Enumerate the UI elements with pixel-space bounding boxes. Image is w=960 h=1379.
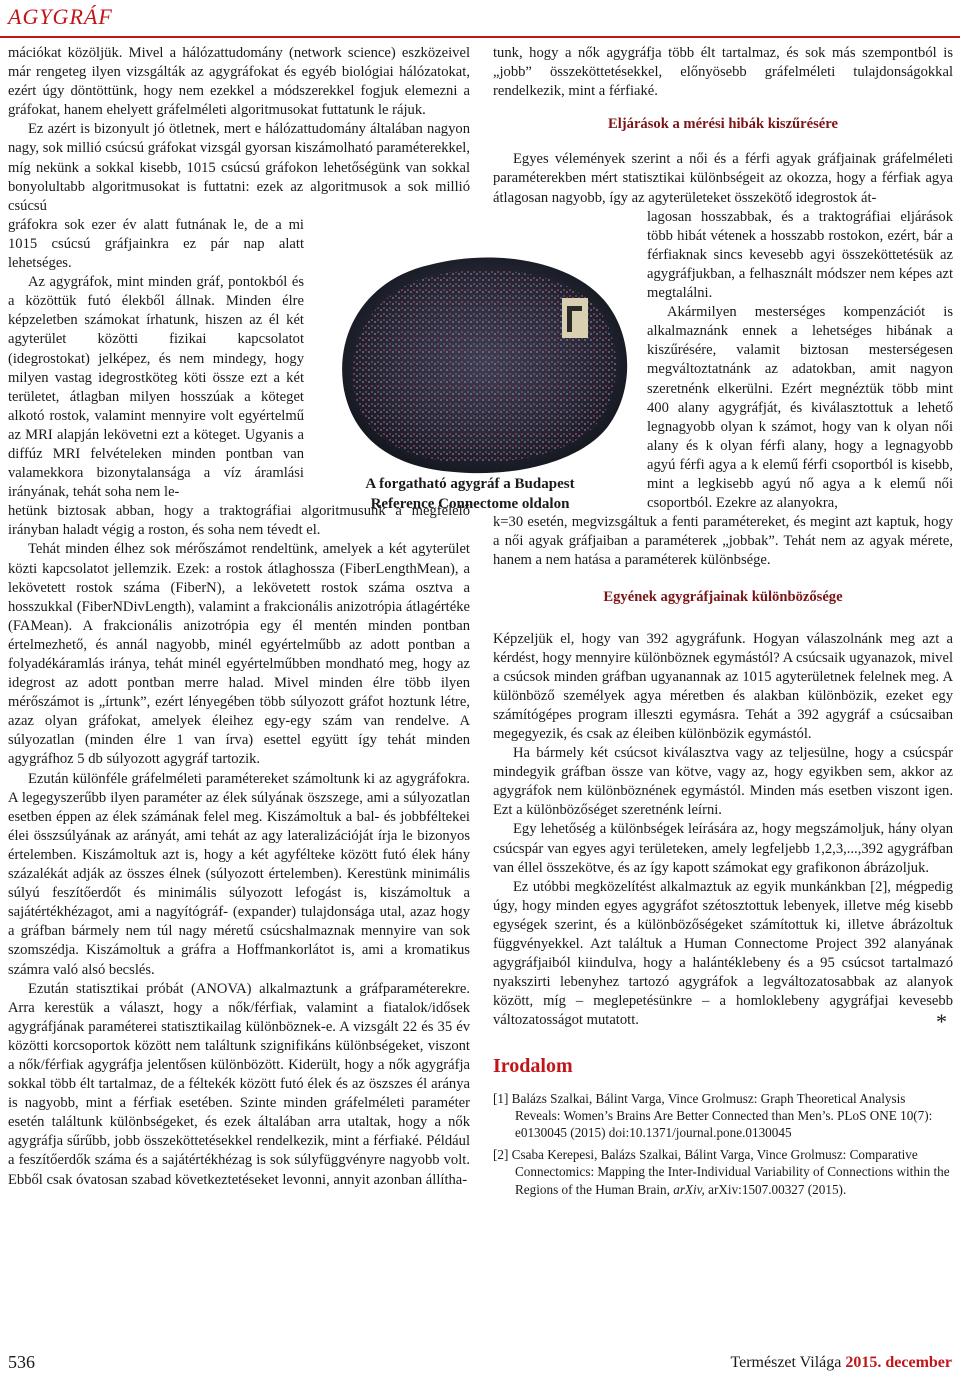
paragraph: Az agygráfok, mint minden gráf, pontokból és a közöttük futó élekből állnak. Minden élre képzeletben számokat írhatunk, hiszen az él két agyterület közötti fizikai kapcsolatot (idegrostokat) jelképez, és nem mindegy, hogy milyen vastag idegrostköteg köti össze ezt a két területet, átlagban milyen hosszúak a köteget alkotó rostok, valamint mennyire volt egyértelmű az MRI alapján lekövetni ezt a köteget. Ugyanis a diffúz MRI felvételeken minden pontban van valamekkora bizonytalansága a víz áramlási irányának, tehát soha nem le- — [8, 274, 304, 501]
header-rule — [0, 36, 960, 38]
journal-issue: 2015. december — [845, 1354, 952, 1371]
paragraph: Ha bármely két csúcsot kiválasztva vagy az teljesülne, hogy a csúcspár mindegyik gráfban össze van kötve, vagy az, hogy egyikben sem, akkor az agygráfok nem különböznének egymástól. Minden más esetben viszont igen. Ezt a különbözőséget szeretnénk leírni. — [493, 745, 953, 819]
caption-line: A forgatható agygráf a Budapest — [365, 476, 575, 492]
journal-name — [730, 1354, 952, 1372]
paragraph: Akármilyen mesterséges kompenzációt is alkalmaznánk ennek a lehetséges hibának a kiszűrésére, valamit biztosan mesterségesen megváltoztatnánk az adatokban, amit nagyon szeretnénk elkerülni. Ezért megnéztük több mint 400 alany agygráfját, és kiválasztottuk a lehető legnagyobb olyan k számot, hogy van k olyan női alany és k olyan férfi alany, hogy a legnagyobb agyú férfi agya a k elemű férfi csoportból is kisebb, mint a legkisebb agyú nő agya a k elemű női csoportból. Ezekre az alanyokra, — [647, 304, 953, 512]
paragraph: mációkat közöljük. Mivel a hálózattudomány (network science) eszközeivel már rengeteg ilyen vizsgálták az agygráfokat és egyéb biológiai hálózatokat, ezért úgy döntöttünk, hogy nem ezekkel a módszerekkel fogjuk elemezni a gráfokat, hanem ehelyett gráfelméleti algoritmusokat futtatunk le rájuk. — [8, 45, 470, 119]
subheading: Egyének agygráfjainak különbözősége — [603, 589, 843, 606]
paragraph: lagosan hosszabbak, és a traktográfiai eljárások több hibát vétenek a hosszabb rostokon, ezért, bár a férfiaknak sincs kevesebb agyi összeköttetésük az agygráfjukban, a felhasznált módszer nem képes azt megtalálni. — [647, 208, 953, 302]
paragraph — [493, 878, 953, 1035]
reference-item — [493, 1146, 953, 1198]
caption-line: Reference Connectome oldalon — [370, 496, 570, 512]
left-column — [8, 44, 470, 1190]
reference-text: [2] Csaba Kerepesi, Balázs Szalkai, Bálint Varga, Vince Grolmusz: Comparative Connectomics: Mapping the Inter-Individual Variability of Connections within the Regions of the Human Brain, — [493, 1146, 950, 1197]
paragraph: k=30 esetén, megvizsgáltuk a fenti paramétereket, és megint azt kaptuk, hogy a női agyak gráfjaiban a paraméterek „jobbak”. Tehát nem az agyak mérete, hanem a nem hatása a paraméterek különbsége. — [493, 514, 953, 569]
reference-item: [1] Balázs Szalkai, Bálint Varga, Vince Grolmusz: Graph Theoretical Analysis Reveals: Women’s Brains Are Better Connected than Men’s. PLoS ONE 10(7): e0130045 (2015) doi:10.1371/journal.pone.0130045 — [493, 1090, 933, 1141]
paragraph: Egyes vélemények szerint a női és a férfi agyak gráfjainak gráfelméleti paraméterekben mért statisztikai különbségeit az okozza, hogy a férfiak agya átlagosan nagyobb, így az agyterületeket összekötő idegrostok át- — [493, 151, 953, 206]
section-title: AGYGRÁF — [8, 4, 113, 29]
subheading: Eljárások a mérési hibák kiszűrésére — [608, 116, 838, 133]
paragraph: hetünk biztosak abban, hogy a traktográfiai algoritmusunk a megfelelő irányban haladt végig a roston, és soha nem tévedt el. — [8, 503, 470, 539]
reference-journal: arXiv, — [673, 1181, 705, 1197]
paragraph: Képzeljük el, hogy van 392 agygráfunk. Hogyan válaszolnánk meg azt a kérdést, hogy mennyire különböznek egymástól? A csúcsaik ugyanazok, mivel a csúcsok minden gráfban ugyanannak az 1015 agyterületnek felelnek meg. A különböző személyek agya méretben és alakban különbözik, ezeket egy számítógépes program illeszti egymásra. Tehát a 392 agygráf a csúcsaiban megegyezik, és csak az éleiben különbözik egymástól. — [493, 630, 953, 742]
right-column — [493, 44, 953, 1202]
reference-text: arXiv:1507.00327 (2015). — [708, 1181, 847, 1197]
paragraph: Ez azért is bizonyult jó ötletnek, mert e hálózattudomány általában nagyon nagy, sok millió csúcsú gráfokat vizsgál gyorsan kiszámolható paraméterekkel, míg nekünk a sokkal kisebb, 1015 csúcsú gráfokon lehetőségünk van sokkal bonyolultabb algoritmusokat is futtatni: ezek az algoritmusok a sok millió csúcsú — [8, 121, 470, 214]
paragraph-text: Ez utóbbi megközelítést alkalmaztuk az egyik munkánkban [2], mégpedig úgy, hogy minden egyes agygráfot szétosztottuk lebenyek, illetve még kisebb egységek szerint, és a különbözőségeket számítottuk ki, illetve ábrázoltuk függvényekkel. Azt találtuk a Human Connectome Project 392 alanyának agygráfjaiból kiindulva, hogy a halántéklebeny és a 95 csúcsot tartalmazó nyakszirti lebenyhez tartozó agygráfok a legváltozatosabbak az alanyok között, míg – meglepetésünkre – a homloklebeny agygráfjai kevesebb változatosságot mutatott. — [493, 878, 953, 1029]
paragraph: Ezután különféle gráfelméleti paramétereket számoltunk ki az agygráfokra. A legegyszerűbb ilyen paraméter az élek súlyának öszszege, ami a súlyozatlan esetben éppen az élek számának felel meg. Kiszámoltuk a bal- és jobbféltekei élei összsúlyának az arányát, ami tehát az agy lateralizációját írja le bizonyos értelemben. Kiszámoltuk azt is, hogy a két agyfélteke között futó élek hány százalékát adják az összes élnek (súlyozott értelemben). Kerestünk minimális súlyú feszítőerdőt és minimális súlyozott lefogást is, kiszámoltuk a sajátértékhézagot, ami a nagyítógráf- (expander) tulajdonsága utal, azaz hogy a gráfban bármely nem túl nagy méretű csúcshalmaznak mennyire van sok szomszédja. Kiszámoltuk a gráfra a Hoffmankorlátot is, ami a kromatikus számra való alsó becslés. — [8, 770, 470, 978]
paragraph: Egy lehetőség a különbségek leírására az, hogy megszámoljuk, hány olyan csúcspár van egyes agyi területeken, amely legfeljebb 1,2,3,...,392 agygráfban van éllel összekötve, és az így kapott számokat egy grafikonon ábrázoljuk. — [493, 821, 953, 876]
journal-title: Természet Világa — [730, 1354, 842, 1371]
paragraph: Tehát minden élhez sok mérőszámot rendeltünk, amelyek a két agyterület közti kapcsolatot jellemzik. Ezek: a rostok átlaghossza (FiberLengthMean), a lekövetett rostok száma (FiberN), a lekövetett rostok száma osztva a hosszukkal (FiberNDivLength), valamint a frakcionális anizotrópia átlagértéke (FAMean). A frakcionális anizotrópia egy él mentén minden pontban értelmezhető, és annál nagyobb, minél egyértelműbb az adott pontban a folyadékáramlás iránya, tehát minél egyértelműbben mondható meg, hogy az idegrost az adott pontban merre halad. Mivel minden élre több ilyen mérőszámot is „írtunk”, ezért lényegében több súlyozott gráfot hoztunk létre, azaz olyan gráfokat, amelyek éleihez egy-egy szám van rendelve. A súlyozatlan (minden élre 1 van írva) esettel együtt így tehát minden agygráfhoz 5 db súlyozott agygráf tartozik. — [8, 541, 470, 768]
paragraph: Ezután statisztikai próbát (ANOVA) alkalmaztunk a gráfparaméterekre. Arra kerestük a választ, hogy a nők/férfiak, valamint a fiatalok/idősek agygráfjának paraméterei statisztikailag különböznek-e. A vizsgált 22 és 35 év közötti korcsoportok között nem találtunk szignifikáns különbségeket, viszont a nők/férfiak agygráfja jelentősen különbözött. Kiderült, hogy a nők agygráfja sokkal több élt tartalmaz, de a féltekék között futó élek és az öszszes él aránya is nagyobb, mint a férfiak esetében. Szinte minden gráfelméleti paraméter esetén találtunk különbségeket, és ezek általában arra utaltak, hogy a nők agygráfja sűrűbb, jobb összeköttetésekkel rendelkezik, mint a férfiaké. Például a feszítőerdők száma és a sajátértékhézag is sok súlyfüggvényre nagyobb volt. Ebből csak óvatosan szabad következtetéseket levonni, annyit azonban állítha- — [8, 980, 470, 1188]
page-number: 536 — [8, 1352, 35, 1372]
paragraph: gráfokra sok ezer év alatt futnának le, de a mi 1015 csúcsú gráfjainkra ez pár nap alatt lehetséges. — [8, 216, 304, 272]
paragraph: tunk, hogy a nők agygráfja több élt tartalmaz, és sok más szempontból is „jobb” összeköttetésekkel, előnyösebb gráfelméleti tulajdonságokkal rendelkezik, mint a férfiaké. — [493, 45, 953, 100]
references-title: Irodalom — [493, 1054, 573, 1077]
end-mark: * — [936, 1009, 947, 1035]
